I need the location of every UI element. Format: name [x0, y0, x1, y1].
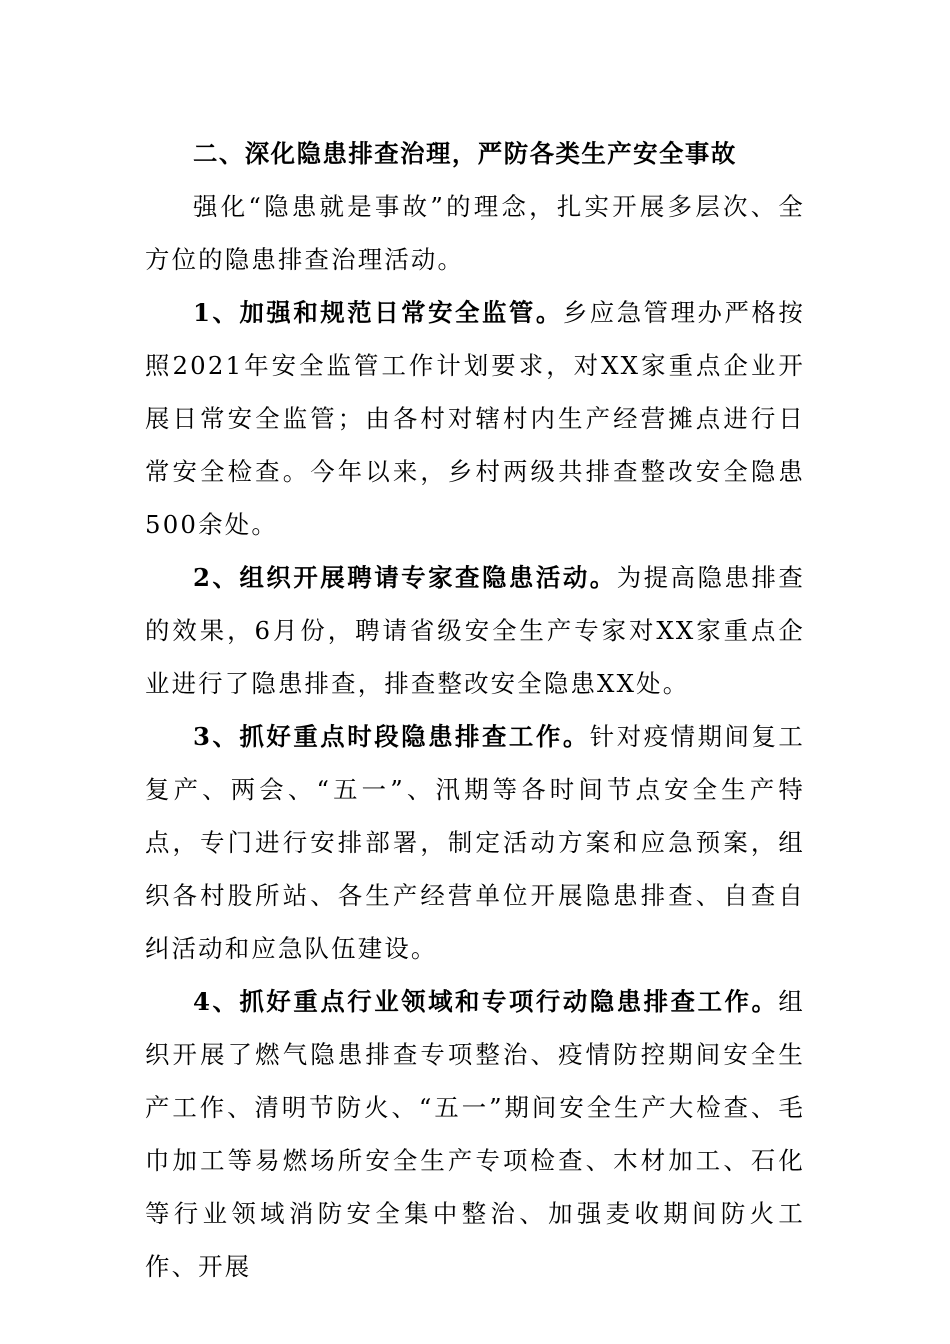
item-paragraph-3: [145, 710, 805, 975]
item-body-3: 针对疫情期间复工复产、两会、“五一”、汛期等各时间节点安全生产特点，专门进行安排部署，制定活动方案和应急预案，组织各村股所站、各生产经营单位开展隐患排查、自查自纠活动和应急队伍建设。: [145, 722, 805, 963]
intro-paragraph: 强化“隐患就是事故”的理念，扎实开展多层次、全方位的隐患排查治理活动。: [145, 192, 805, 274]
item-body-2: 为提高隐患排查的效果，6月份，聘请省级安全生产专家对XX家重点企业进行了隐患排查，排查整改安全隐患XX处。: [145, 563, 805, 698]
item-lead-2: 2、组织开展聘请专家查隐患活动。: [193, 563, 617, 592]
item-lead-1: 1、加强和规范日常安全监管。: [193, 298, 563, 327]
item-lead-4: 4、抓好重点行业领域和专项行动隐患排查工作。: [193, 987, 779, 1016]
section-heading: 二、深化隐患排查治理，严防各类生产安全事故: [193, 139, 737, 168]
item-body-1: 乡应急管理办严格按照2021年安全监管工作计划要求，对XX家重点企业开展日常安全监管；由各村对辖村内生产经营摊点进行日常安全检查。今年以来，乡村两级共排查整改安全隐患500余处。: [145, 298, 805, 539]
item-paragraph-4: [145, 975, 805, 1293]
item-body-4: 组织开展了燃气隐患排查专项整治、疫情防控期间安全生产工作、清明节防火、“五一”期间安全生产大检查、毛巾加工等易燃场所安全生产专项检查、木材加工、石化等行业领域消防安全集中整治、加强麦收期间防火工作、开展: [145, 987, 805, 1281]
item-paragraph-2: [145, 551, 805, 710]
item-paragraph-1: [145, 286, 805, 551]
item-lead-3: 3、抓好重点时段隐患排查工作。: [193, 722, 590, 751]
document-page: [145, 127, 805, 1293]
